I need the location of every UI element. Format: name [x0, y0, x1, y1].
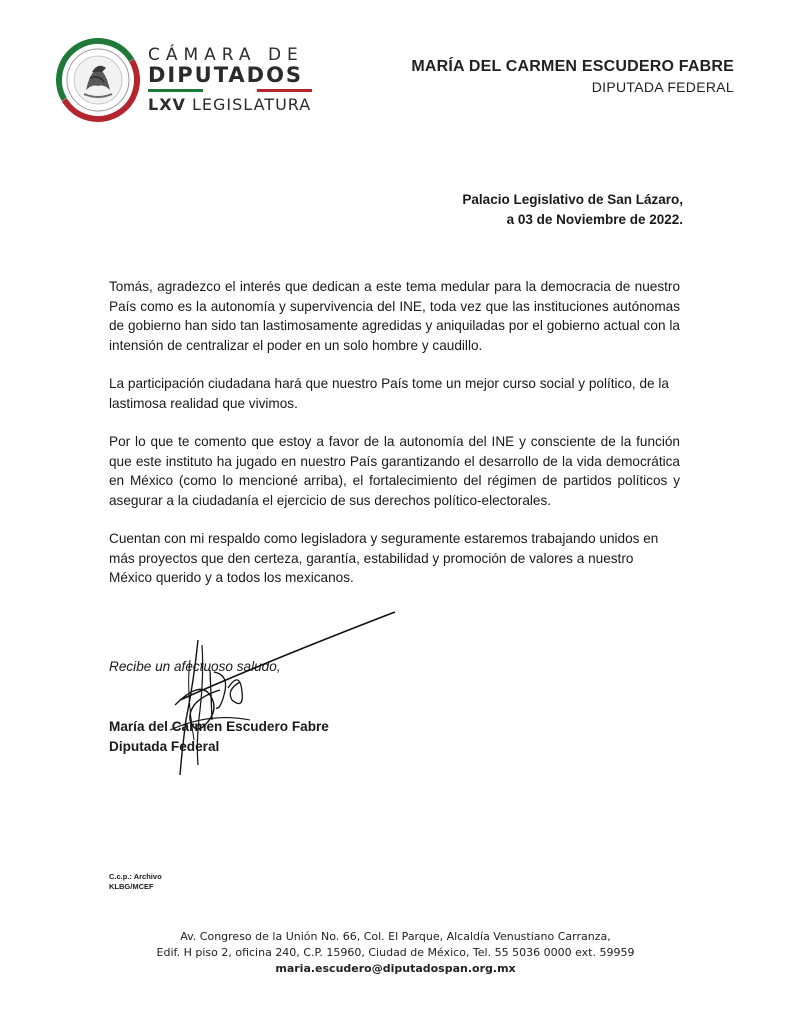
handwritten-signature-icon — [150, 600, 410, 780]
letter-body — [109, 277, 680, 607]
closing-salutation: Recibe un afectuoso saludo, — [109, 659, 281, 674]
body-paragraph-3: Por lo que te comento que estoy a favor de la autonomía del INE y consciente de la función que este instituto ha jugado en nuestro País garantizando el desarrollo de la vida democrática en México (como lo mencioné arriba), el fortalecimiento del régimen de partidos políticos y asegurar a la ciudadanía el ejercicio de sus derechos político-electorales. — [109, 434, 680, 508]
deputy-name: MARÍA DEL CARMEN ESCUDERO FABRE — [411, 58, 734, 75]
body-paragraph-4: Cuentan con mi respaldo como legisladora y seguramente estaremos trabajando unidos en más proyectos que den certeza, garantía, estabilidad y promoción de valores a nuestro México querido y a todos los mexicanos. — [109, 531, 659, 585]
place-and-date — [462, 190, 683, 230]
footer-address-line-2: Edif. H piso 2, oficina 240, C.P. 15960, Ciudad de México, Tel. 55 5036 0000 ext. 59959 — [156, 946, 635, 959]
chamber-logo — [56, 38, 326, 122]
place-line: Palacio Legislativo de San Lázaro, — [462, 192, 683, 207]
footer-email: maria.escudero@diputadospan.org.mx — [275, 962, 516, 975]
logo-color-bar — [148, 89, 312, 92]
date-line: a 03 de Noviembre de 2022. — [506, 212, 683, 227]
logo-line-diputados: DIPUTADOS — [148, 63, 304, 87]
footer-address-line-1: Av. Congreso de la Unión No. 66, Col. El Parque, Alcaldía Venustiano Carranza, — [180, 930, 611, 943]
ccp-line: C.c.p.: Archivo — [109, 872, 162, 881]
footer-address — [0, 929, 791, 977]
coat-of-arms-seal-icon — [56, 38, 140, 122]
deputy-title: DIPUTADA FEDERAL — [591, 79, 734, 95]
signer-title: Diputada Federal — [109, 739, 220, 754]
carbon-copy-note — [109, 872, 162, 892]
logo-line-legislatura: LXV LEGISLATURA — [148, 95, 312, 114]
reference-initials: KLBG/MCEF — [109, 882, 154, 891]
body-paragraph-2: La participación ciudadana hará que nuestro País tome un mejor curso social y político, de la lastimosa realidad que vivimos. — [109, 376, 669, 411]
body-paragraph-1: Tomás, agradezco el interés que dedican a este tema medular para la democracia de nuestro País como es la autonomía y supervivencia del INE, toda vez que las instituciones autónomas de gobierno han sido tan lastimosamente agredidas y aniquiladas por el gobierno actual con la intensión de centralizar el poder en un solo hombre y caudillo. — [109, 279, 680, 353]
logo-wordmark — [148, 46, 312, 114]
signer-name: María del Carmen Escudero Fabre — [109, 719, 329, 734]
deputy-header — [411, 58, 734, 95]
logo-line-camara: CÁMARA DE — [148, 45, 304, 65]
